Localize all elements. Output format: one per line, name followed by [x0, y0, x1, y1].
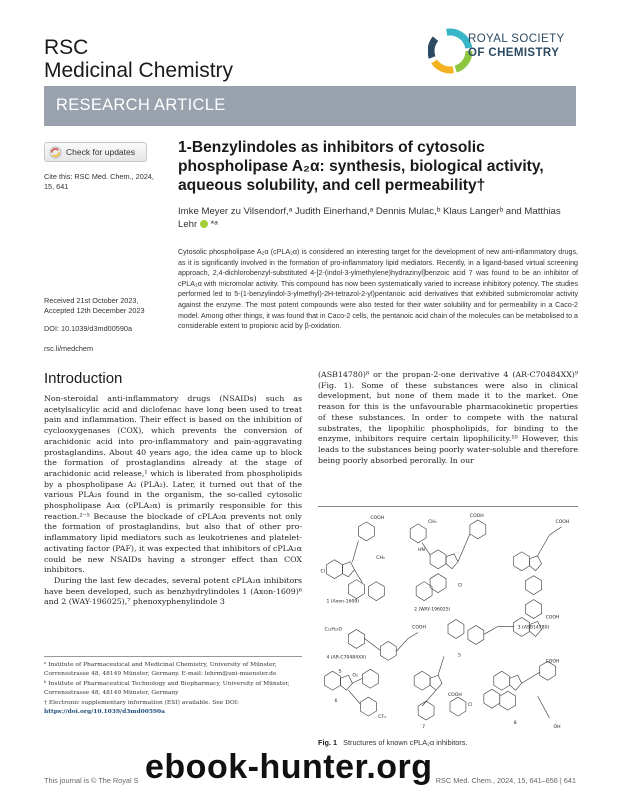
- refresh-icon: [49, 146, 62, 159]
- body-paragraph: (ASB14780)⁸ or the propan-2-one derivative 4 (AR-C70484XX)⁹ (Fig. 1). Some of these substances were also in clinical development, but none of them made it to the market. One reason for this is the unfavourable pharmacokinetic properties of these substances. In order to compete with the natural substrates, the lipophilic phospholipids, for binding to the enzyme, inhibitors require certain lipophilicity.¹⁰ However, this leads to the substances being poorly water-soluble and therefore being poorly absorbed perorally. In our: [318, 370, 578, 465]
- figure-label: Cl: [320, 569, 326, 575]
- figure-label: 3 (ASB14780): [517, 625, 550, 631]
- figure-label: OH: [553, 725, 561, 731]
- figure-caption-label: Fig. 1: [318, 738, 338, 747]
- journal-name-line2: Medicinal Chemistry: [44, 59, 234, 82]
- received-date: Received 21st October 2023,: [44, 296, 139, 305]
- journal-link[interactable]: rsc.li/medchem: [44, 344, 94, 353]
- figure-label: COOH: [545, 659, 560, 665]
- figure-label: 1 (Axon-1609): [326, 599, 360, 605]
- footnote-esi: [44, 699, 302, 716]
- publisher-line2: OF CHEMISTRY: [468, 47, 560, 59]
- figure-label: CF₃: [378, 715, 386, 721]
- article-type-banner: [44, 86, 576, 126]
- figure-label: 5: [457, 653, 461, 659]
- author-suffix: *ᵃ: [210, 219, 218, 230]
- figure-label: 2 (WAY-196025): [414, 607, 451, 613]
- article-title: 1-Benzylindoles as inhibitors of cytosolic phospholipase A₂α: synthesis, biological activity, aqueous solubility, and cell permeability†: [178, 139, 544, 194]
- body-column-left: [44, 394, 302, 608]
- figure-label: COOH: [370, 515, 385, 521]
- section-heading-introduction: Introduction: [44, 370, 123, 387]
- figure-label: 7: [422, 725, 426, 731]
- body-paragraph: During the last few decades, several potent cPLA₂α inhibitors have been developed, such as benzhydrylindoles 1 (Axon-1609)⁶ and 2 (WAY-196025),⁷ phenoxyphenylindole 3: [44, 575, 302, 607]
- journal-name-line1: RSC: [44, 36, 89, 59]
- footnote-affiliation-b: ᵇ Institute of Pharmaceutical Technology and Biopharmacy, University of Münster, Corrensstrasse 48, 48149 Münster, Germany: [44, 681, 290, 696]
- footnote-esi-text: † Electronic supplementary information (ESI) available. See DOI:: [44, 700, 240, 707]
- figure-label: O₂: [352, 673, 358, 679]
- footnotes: [44, 656, 302, 719]
- figure-label: COOH: [545, 615, 560, 621]
- footnote-esi-link[interactable]: https://doi.org/10.1039/d3md00590a: [44, 707, 165, 715]
- figure-label: C₁₂H₂₅O: [324, 627, 343, 633]
- footer-copyright: This journal is © The Royal S: [44, 776, 139, 785]
- body-column-right: [318, 370, 578, 466]
- figure-label: COOH: [448, 693, 462, 699]
- journal-name: [44, 36, 233, 82]
- figure-label: 6: [334, 699, 338, 705]
- article-doi[interactable]: DOI: 10.1039/d3md00590a: [44, 324, 133, 333]
- article-type-label: RESEARCH ARTICLE: [56, 96, 226, 114]
- figure-label: 4 (AR-C70484XX): [326, 655, 367, 661]
- abstract: Cytosolic phospholipase A₂α (cPLA₂α) is considered an interesting target for the development of new anti-inflammatory drugs, as it is significantly involved in the formation of pro-inflammatory lipid mediators. Recently, in a ligand-based virtual screening approach, 2,4-dichlorobenzyl-substituted 4-[2-(indol-3-ylmethylene)hydrazinyl]benzoic acid 7 was found to be an inhibitor of cPLA₂α with micromolar activity. This compound has now been systematically varied to increase inhibitory potency. The studies performed led to 5-(1-benzylindol-3-ylmethyl)-2H-tetrazol-2-yl)pentanoic acid derivatives that exhibited submicromolar activity against the enzyme. The most potent compounds were also tested for their water solubility and for permeability in a Caco-2 model. Among other things, it was found that in Caco-2 cells, the pentanoic acid chain of the molecules can be metabolised to a considerable extent to propionic acid by β-oxidation.: [178, 248, 578, 331]
- figure-1-structures: [318, 506, 578, 734]
- figure-label: Cl: [457, 583, 463, 589]
- figure-caption-text: Structures of known cPLA₂α inhibitors.: [343, 738, 468, 747]
- figure-label: COOH: [412, 625, 426, 631]
- citation: Cite this: RSC Med. Chem., 2024, 15, 641: [44, 172, 154, 191]
- author-list: [178, 205, 578, 231]
- check-for-updates-label: Check for updates: [66, 147, 135, 157]
- figure-label: COOH: [555, 519, 570, 525]
- footer-citation: RSC Med. Chem., 2024, 15, 641–656 | 641: [435, 776, 576, 785]
- article-meta: [44, 296, 174, 354]
- figure-label: COOH: [469, 513, 484, 519]
- footnote-affiliation-a: ᵃ Institute of Pharmaceutical and Medicinal Chemistry, University of Münster, Corrensstrasse 48, 48149 Münster, Germany. E-mail: lehrm@uni-muenster.de: [44, 662, 277, 677]
- watermark: ebook-hunter.org: [145, 748, 433, 786]
- check-for-updates-button[interactable]: [44, 142, 147, 162]
- figure-caption: [318, 738, 467, 747]
- figure-label: S: [338, 669, 342, 675]
- figure-label: CH₃: [376, 555, 385, 561]
- figure-label: CH₃: [428, 519, 437, 525]
- author-names: Imke Meyer zu Vilsendorf,ᵃ Judith Einerhand,ᵃ Dennis Mulac,ᵇ Klaus Langerᵇ and Matthias Lehr: [178, 206, 561, 230]
- figure-label: HN: [418, 547, 425, 553]
- figure-label: 8: [513, 721, 517, 727]
- publisher-name: [468, 32, 565, 60]
- body-paragraph: Non-steroidal anti-inflammatory drugs (NSAIDs) such as acetylsalicylic acid and diclofenac have long been used to treat pain and inflammation. Their effect is based on the inhibition of cyclooxygenases (COX), which prevents the conversion of arachidonic acid into pro-inflammatory and pain-aggravating prostaglandins. About 40 years ago, the idea came up to block the formation of prostaglandins already at the stage of arachidonic acid release,¹ which is liberated from phospholipids by a phospholipase A₂ (PLA₂). Later, it turned out that of the various PLA₂s found in the organism, the so-called cytosolic phospholipase A₂α (cPLA₂α) is primarily responsible for this reaction.²⁻⁵ Because the blockade of cPLA₂α prevents not only the formation of prostaglandins, but also that of other pro-inflammatory lipid mediators such as leukotrienes and platelet-activating factor (PAF), it was expected that inhibitors of cPLA₂α could be new NSAIDs having a stronger effect than COX inhibitors.: [44, 394, 302, 575]
- figure-label: Cl: [467, 703, 473, 709]
- accepted-date: Accepted 12th December 2023: [44, 306, 145, 315]
- publisher-line1: ROYAL SOCIETY: [468, 33, 565, 45]
- orcid-icon[interactable]: [200, 220, 208, 228]
